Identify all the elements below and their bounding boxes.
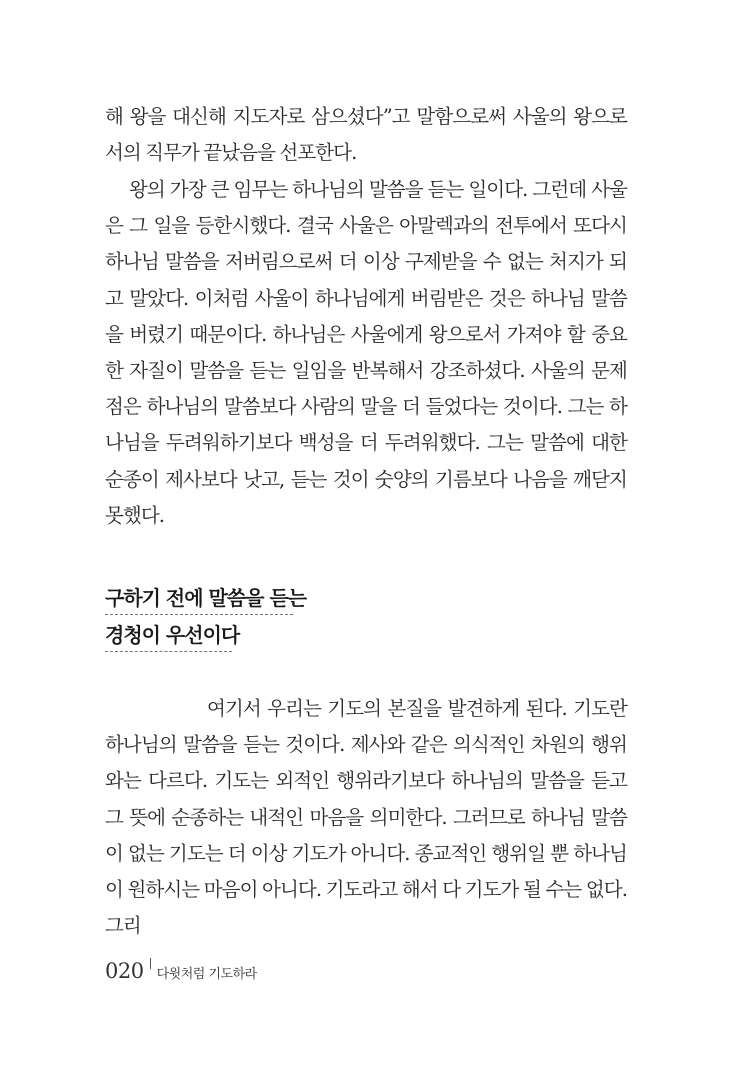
page-footer	[105, 958, 257, 983]
page-number: 020	[105, 959, 144, 983]
section-heading-line-2: 경청이 우선이다	[105, 621, 232, 652]
running-title: 다윗처럼 기도하라	[156, 967, 257, 982]
body-paragraph: 여기서 우리는 기도의 본질을 발견하게 된다. 기도란 하나님의 말씀을 듣는 것이다. 제사와 같은 의식적인 차원의 행위와는 다르다. 기도는 외적인 행위라기보다 하나님의 말씀을 듣고 그 뜻에 순종하는 내적인 마음을 의미한다. 그러므로 하나님 말씀이 없는 기도는 더 이상 기도가 아니다. 종교적인 행위일 뿐 하나님이 원하시는 마음이 아니다. 기도라고 해서 다 기도가 될 수는 없다. 그리	[105, 697, 627, 938]
body-paragraph: 왕의 가장 큰 임무는 하나님의 말씀을 듣는 일이다. 그런데 사울은 그 일을 등한시했다. 결국 사울은 아말렉과의 전투에서 또다시 하나님 말씀을 저버림으로써 더 이상 구제받을 수 없는 처지가 되고 말았다. 이처럼 사울이 하나님에게 버림받은 것은 하나님 말씀을 버렸기 때문이다. 하나님은 사울에게 왕으로서 가져야 할 중요한 자질이 말씀을 듣는 일임을 반복해서 강조하셨다. 사울의 문제점은 하나님의 말씀보다 사람의 말을 더 들었다는 것이다. 그는 하나님을 두려워하기보다 백성을 더 두려워했다. 그는 말씀에 대한 순종이 제사보다 낫고, 듣는 것이 숫양의 기름보다 나음을 깨닫지 못했다.	[105, 178, 627, 527]
body-paragraph: 해 왕을 대신해 지도자로 삼으셨다”고 말함으로써 사울의 왕으로서의 직무가 끝났음을 선포한다.	[105, 105, 627, 165]
footer-divider	[150, 958, 151, 969]
section-heading-line-1: 구하기 전에 말씀을 듣는	[105, 584, 293, 615]
